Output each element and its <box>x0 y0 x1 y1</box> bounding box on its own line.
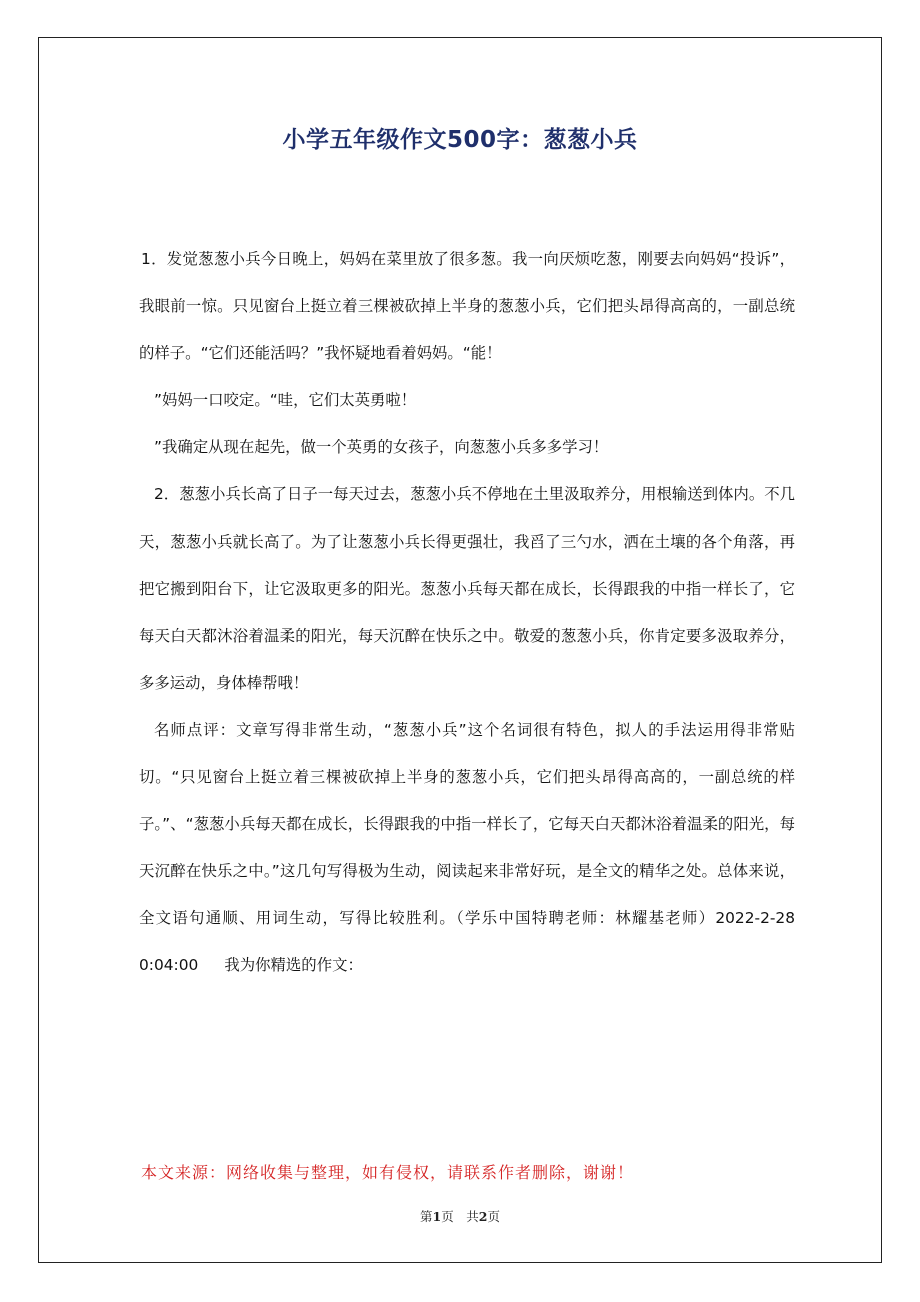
paragraph-4: 2．葱葱小兵长高了日子一每天过去，葱葱小兵不停地在土里汲取养分，用根输送到体内。不几天，葱葱小兵就长高了。为了让葱葱小兵长得更强壮，我舀了三勺水，洒在土壤的各个角落，再把它搬到阳台下，让它汲取更多的阳光。葱葱小兵每天都在成长，长得跟我的中指一样长了，它每天白天都沐浴着温柔的阳光，每天沉醉在快乐之中。敬爱的葱葱小兵，你肯定要多汲取养分，多多运动，身体棒帮哦！ <box>139 485 795 692</box>
document-body <box>139 236 795 990</box>
page-number <box>38 1207 882 1225</box>
paragraph-3: ”我确定从现在起先，做一个英勇的女孩子，向葱葱小兵多多学习！ <box>154 438 609 457</box>
teacher-comment: 名师点评：文章写得非常生动，“葱葱小兵”这个名词很有特色，拟人的手法运用得非常贴切。“只见窗台上挺立着三棵被砍掉上半身的葱葱小兵，它们把头昂得高高的，一副总统的样子。”、“葱葱小兵每天都在成长，长得跟我的中指一样长了，它每天白天都沐浴着温柔的阳光，每天沉醉在快乐之中。”这几句写得极为生动，阅读起来非常好玩，是全文的精华之处。总体来说，全文语句通顺、用词生动，写得比较胜利。（学乐中国特聘老师：林耀基老师）2022-2-28 0:04:00 <box>139 720 795 975</box>
document-title: 小学五年级作文500字：葱葱小兵 <box>282 127 638 153</box>
source-note: 本文来源：网络收集与整理，如有侵权，请联系作者删除，谢谢！ <box>141 1163 635 1182</box>
page-total: 2 <box>478 1209 488 1224</box>
page-prefix: 第 <box>420 1209 433 1224</box>
paragraph-5 <box>139 707 795 990</box>
paragraph-1: 1．发觉葱葱小兵今日晚上，妈妈在菜里放了很多葱。我一向厌烦吃葱，刚要去向妈妈“投诉”，我眼前一惊。只见窗台上挺立着三棵被砍掉上半身的葱葱小兵，它们把头昂得高高的，一副总统的样子。“它们还能活吗？”我怀疑地看着妈妈。“能！ <box>139 250 795 363</box>
closing-line: 我为你精选的作文： <box>224 956 363 975</box>
paragraph-2: ”妈妈一口咬定。“哇，它们太英勇啦！ <box>154 391 417 410</box>
page-suffix: 页 <box>487 1209 500 1224</box>
page-current: 1 <box>432 1209 442 1224</box>
page-mid: 页 共 <box>441 1209 479 1224</box>
